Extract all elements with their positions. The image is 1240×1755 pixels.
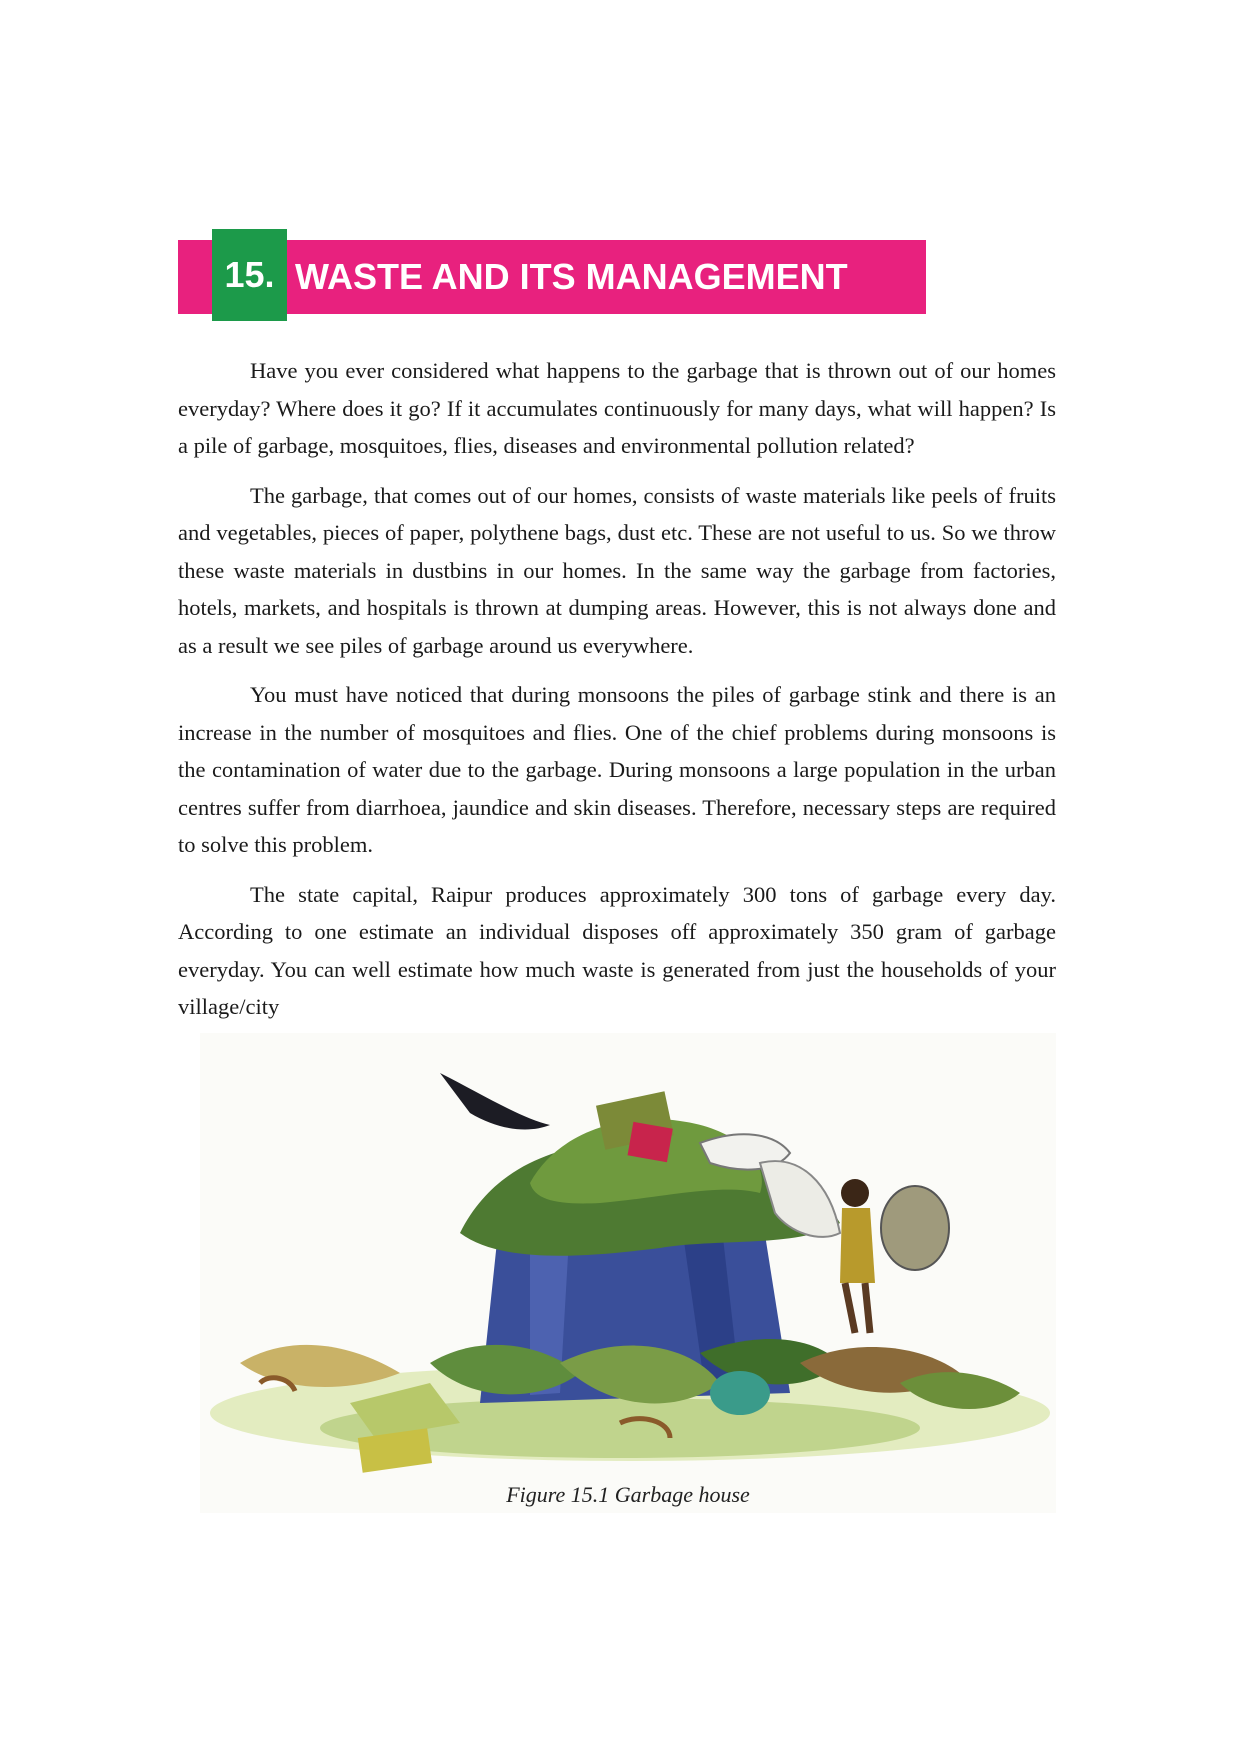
paragraph-3: You must have noticed that during monsoons the piles of garbage stink and there is an increase in the number of mosquitoes and flies. One of the chief problems during monsoons is the contamination of water due to the garbage. During monsoons a large population in the urban centres suffer from diarrhoea, jaundice and skin diseases. Therefore, necessary steps are required to solve this problem. [178,682,1056,857]
paragraph-1: Have you ever considered what happens to the garbage that is thrown out of our homes everyday? Where does it go? If it accumulates continuously for many days, what will happen? Is a pile of garbage, mosquitoes, flies, diseases and environmental pollution related? [178,358,1056,458]
chapter-number: 15. [212,229,287,321]
chapter-body [178,352,1056,1038]
garbage-pile-drawing [200,1033,1056,1513]
garbage-house-illustration [200,1033,1056,1513]
figure-caption: Figure 15.1 Garbage house [506,1482,750,1507]
paragraph-2: The garbage, that comes out of our homes, consists of waste materials like peels of fruits and vegetables, pieces of paper, polythene bags, dust etc. These are not useful to us. So we throw these waste materials in dustbins in our homes. In the same way the garbage from factories, hotels, markets, and hospitals is thrown at dumping areas. However, this is not always done and as a result we see piles of garbage around us everywhere. [178,482,1056,658]
chapter-title: WASTE AND ITS MANAGEMENT [295,256,848,297]
paragraph-4: The state capital, Raipur produces approximately 300 tons of garbage every day. According to one estimate an individual disposes off approximately 350 gram of garbage everyday. You can well estimate how much waste is generated from just the households of your village/city [178,881,1056,1019]
